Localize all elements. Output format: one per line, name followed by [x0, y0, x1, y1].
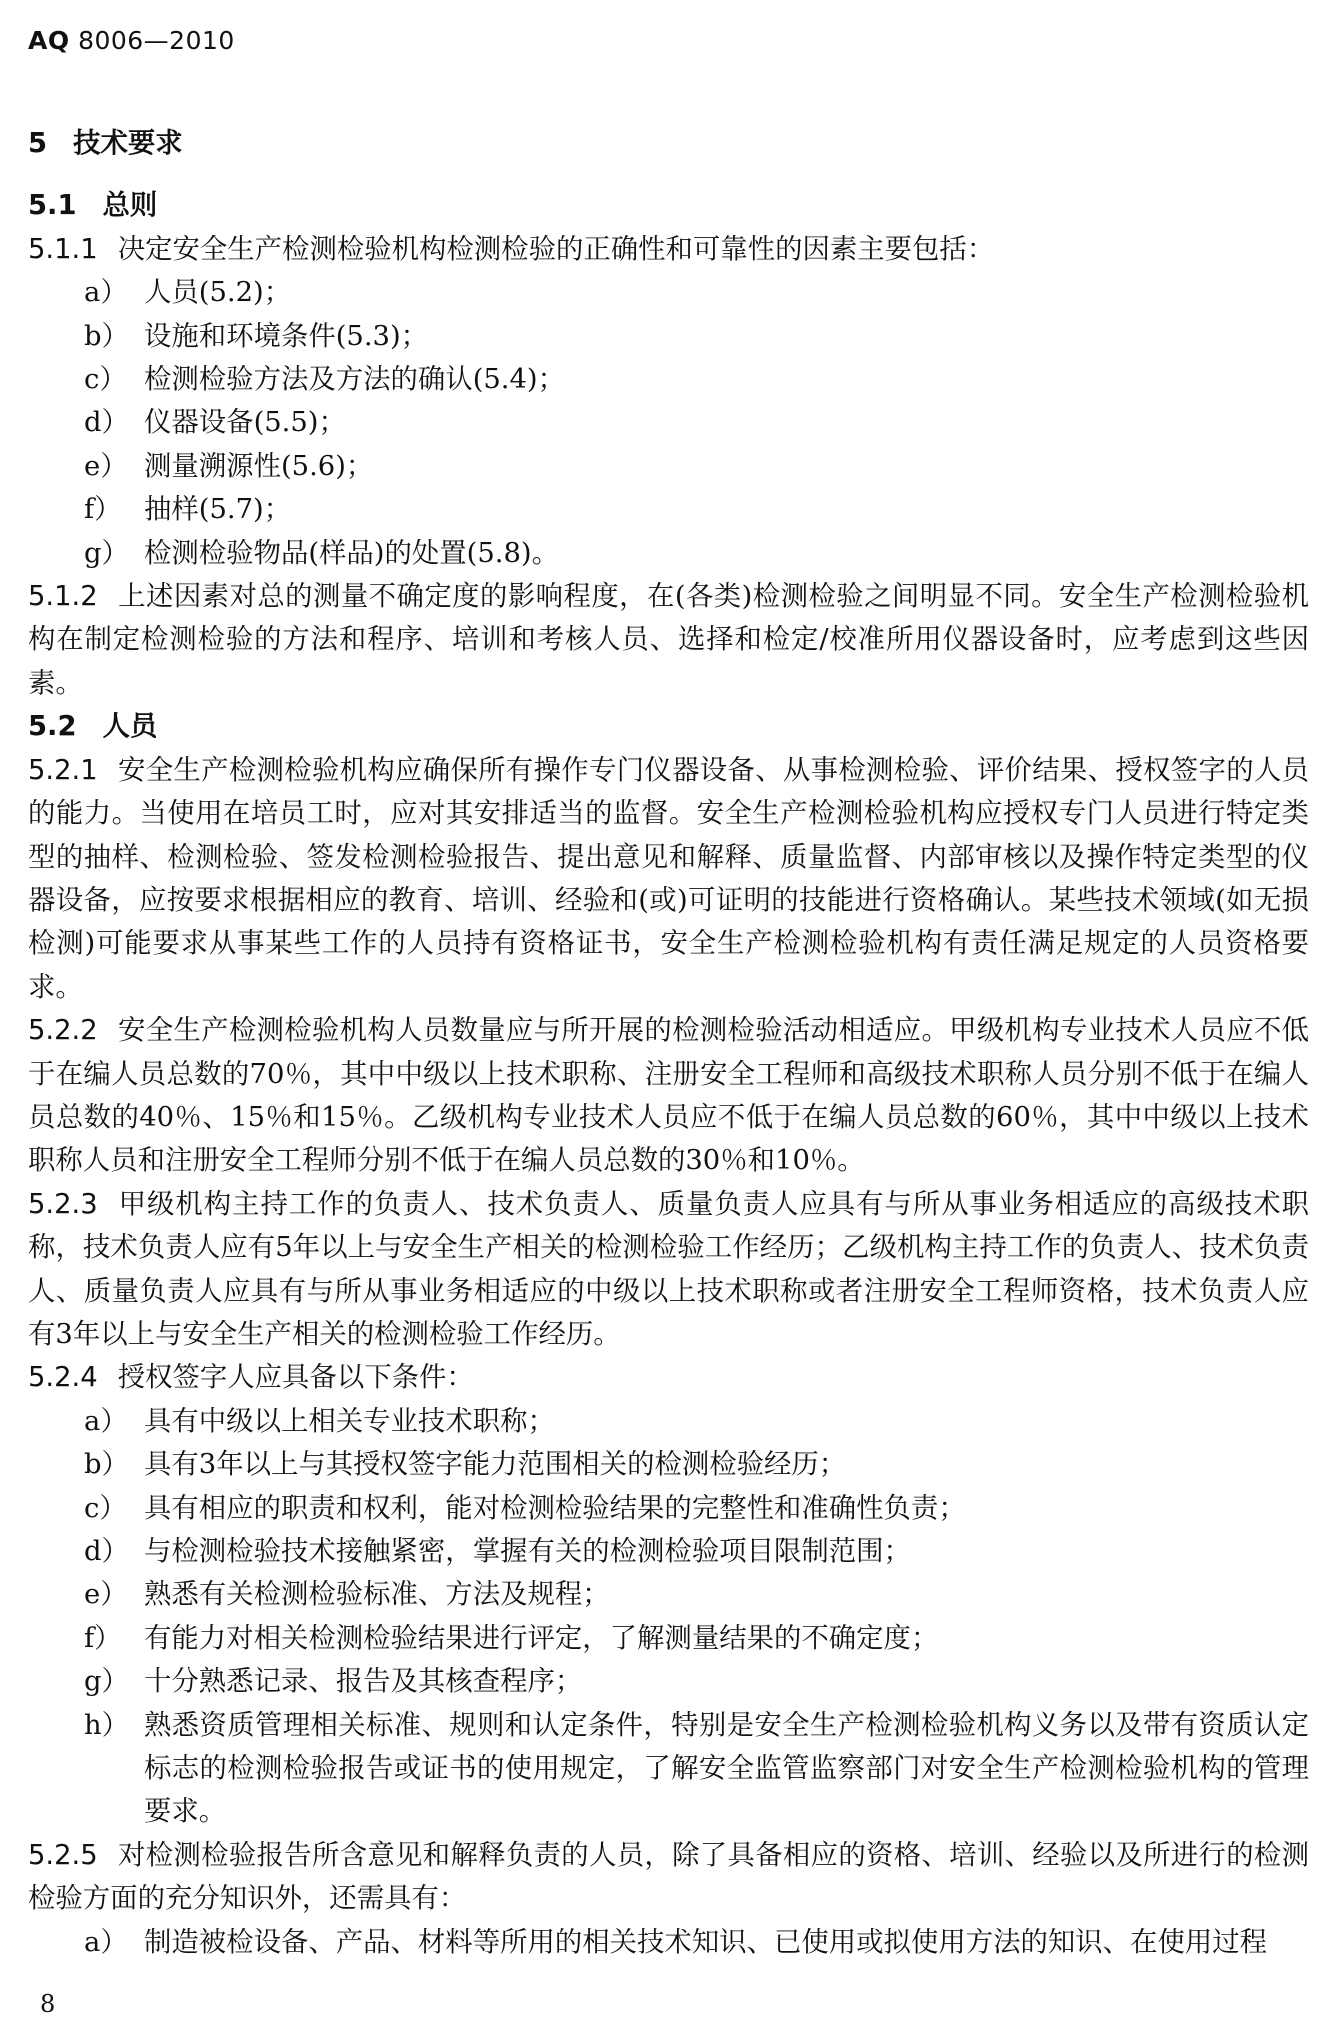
- list-item-label: b）: [84, 1449, 129, 1481]
- clause-text: 上述因素对总的测量不确定度的影响程度，在(各类)检测检验之间明显不同。安全生产检测检验机构在制定检测检验的方法和程序、培训和考核人员、选择和检定/校准所用仪器设备时，应考虑到这些因素。: [28, 581, 1309, 699]
- list-item-text: 检测检验方法及方法的确认(5.4)；: [144, 364, 566, 396]
- clause-paragraph: [28, 749, 1309, 1009]
- list-item-label: f）: [84, 1622, 122, 1654]
- subsection-heading: [28, 705, 1309, 748]
- list-item-text: 抽样(5.7)；: [144, 494, 292, 526]
- clause-paragraph: [28, 1356, 1309, 1399]
- list-item: [28, 1617, 1309, 1660]
- list-item-text: 十分熟悉记录、报告及其核查程序；: [144, 1666, 583, 1698]
- list-item-label: e）: [84, 450, 128, 482]
- clause-number: 5.2.3: [28, 1188, 98, 1220]
- standard-code-header: [28, 26, 235, 55]
- list-item-label: c）: [84, 364, 127, 396]
- list-item: [28, 271, 1309, 314]
- standard-number: 8006—2010: [78, 26, 235, 55]
- clause-number: 5.2.5: [28, 1839, 98, 1871]
- list-item-label: a）: [84, 277, 128, 309]
- list-item-label: h）: [84, 1709, 130, 1741]
- heading-title: 总则: [102, 190, 158, 222]
- list-item-label: d）: [84, 1536, 129, 1567]
- heading-title: 技术要求: [73, 128, 183, 159]
- heading-number: 5: [28, 128, 48, 159]
- list-item: [28, 1530, 1309, 1573]
- list-item-label: b）: [84, 320, 129, 352]
- list-item-text: 测量溯源性(5.6)；: [144, 450, 374, 482]
- list-item: [28, 445, 1309, 488]
- list-item-label: e）: [84, 1579, 128, 1611]
- clause-number: 5.2.4: [28, 1362, 98, 1394]
- clause-paragraph: [28, 1009, 1309, 1183]
- list-item: [28, 401, 1309, 444]
- page-number: 8: [40, 1990, 56, 2018]
- list-item-text: 制造被检设备、产品、材料等所用的相关技术知识、已使用或拟使用方法的知识、在使用过程: [144, 1926, 1268, 1958]
- clause-paragraph: [28, 1183, 1309, 1357]
- clause-text: 安全生产检测检验机构应确保所有操作专门仪器设备、从事检测检验、评价结果、授权签字的人员的能力。当使用在培员工时，应对其安排适当的监督。安全生产检测检验机构应授权专门人员进行特定类型的抽样、检测检验、签发检测检验报告、提出意见和解释、质量监督、内部审核以及操作特定类型的仪器设备，应按要求根据相应的教育、培训、经验和(或)可证明的技能进行资格确认。某些技术领域(如无损检测)可能要求从事某些工作的人员持有资格证书，安全生产检测检验机构有责任满足规定的人员资格要求。: [28, 754, 1309, 1003]
- list-item: [28, 1921, 1309, 1964]
- list-item: [28, 532, 1309, 575]
- list-item: [28, 1487, 1309, 1530]
- list-item: [28, 315, 1309, 358]
- clause-text: 对检测检验报告所含意见和解释负责的人员，除了具备相应的资格、培训、经验以及所进行的检测检验方面的充分知识外，还需具有：: [28, 1839, 1309, 1915]
- clause-number: 5.1.1: [28, 233, 98, 265]
- list-item-text: 熟悉资质管理相关标准、规则和认定条件，特别是安全生产检测检验机构义务以及带有资质认定标志的检测检验报告或证书的使用规定，了解安全监管监察部门对安全生产检测检验机构的管理要求。: [144, 1709, 1309, 1828]
- list-item: [28, 488, 1309, 531]
- list-item-label: d）: [84, 407, 129, 439]
- list-item-text: 设施和环境条件(5.3)；: [144, 320, 429, 352]
- list-item-text: 仪器设备(5.5)；: [144, 407, 346, 439]
- document-body: [28, 122, 1309, 1964]
- clause-number: 5.2.2: [28, 1015, 98, 1047]
- clause-text: 安全生产检测检验机构人员数量应与所开展的检测检验活动相适应。甲级机构专业技术人员应不低于在编人员总数的70％，其中中级以上技术职称、注册安全工程师和高级技术职称人员分别不低于在编人员总数的40％、15％和15％。乙级机构专业技术人员应不低于在编人员总数的60％，其中中级以上技术职称人员和注册安全工程师分别不低于在编人员总数的30％和10％。: [28, 1015, 1309, 1177]
- list-item-text: 熟悉有关检测检验标准、方法及规程；: [144, 1579, 610, 1611]
- list-item-text: 有能力对相关检测检验结果进行评定，了解测量结果的不确定度；: [144, 1622, 939, 1654]
- clause-number: 5.1.2: [28, 581, 98, 613]
- list-item: [28, 1443, 1309, 1486]
- list-item-text: 具有相应的职责和权利，能对检测检验结果的完整性和准确性负责；: [144, 1492, 966, 1524]
- clause-text: 决定安全生产检测检验机构检测检验的正确性和可靠性的因素主要包括：: [117, 233, 995, 265]
- list-item-label: f）: [84, 494, 122, 526]
- list-item-label: c）: [84, 1492, 127, 1524]
- clause-paragraph: [28, 228, 1309, 271]
- list-item-text: 具有3年以上与其授权签字能力范围相关的检测检验经历；: [144, 1449, 847, 1481]
- clause-number: 5.2.1: [28, 754, 98, 786]
- list-item: [28, 1704, 1309, 1834]
- list-item-text: 检测检验物品(样品)的处置(5.8)。: [144, 537, 559, 569]
- list-item: [28, 1660, 1309, 1703]
- section-heading: [28, 122, 1309, 165]
- heading-number: 5.2: [28, 711, 77, 743]
- list-item-text: 具有中级以上相关专业技术职称；: [144, 1405, 555, 1437]
- list-item-text: 人员(5.2)；: [144, 277, 292, 309]
- list-item-label: g）: [84, 537, 129, 569]
- standard-prefix: AQ: [28, 26, 70, 55]
- heading-title: 人员: [102, 711, 158, 743]
- clause-text: 甲级机构主持工作的负责人、技术负责人、质量负责人应具有与所从事业务相适应的高级技术职称，技术负责人应有5年以上与安全生产相关的检测检验工作经历；乙级机构主持工作的负责人、技术负责人、质量负责人应具有与所从事业务相适应的中级以上技术职称或者注册安全工程师资格，技术负责人应有3年以上与安全生产相关的检测检验工作经历。: [28, 1188, 1309, 1350]
- list-item-text: 与检测检验技术接触紧密，掌握有关的检测检验项目限制范围；: [144, 1536, 911, 1567]
- list-item: [28, 1400, 1309, 1443]
- heading-number: 5.1: [28, 190, 77, 222]
- subsection-heading: [28, 184, 1309, 227]
- list-item: [28, 1573, 1309, 1616]
- list-item-label: g）: [84, 1666, 129, 1698]
- list-item-label: a）: [84, 1926, 128, 1958]
- list-item-label: a）: [84, 1405, 128, 1437]
- list-item: [28, 358, 1309, 401]
- clause-text: 授权签字人应具备以下条件：: [117, 1362, 474, 1394]
- clause-paragraph: [28, 1834, 1309, 1921]
- clause-paragraph: [28, 575, 1309, 705]
